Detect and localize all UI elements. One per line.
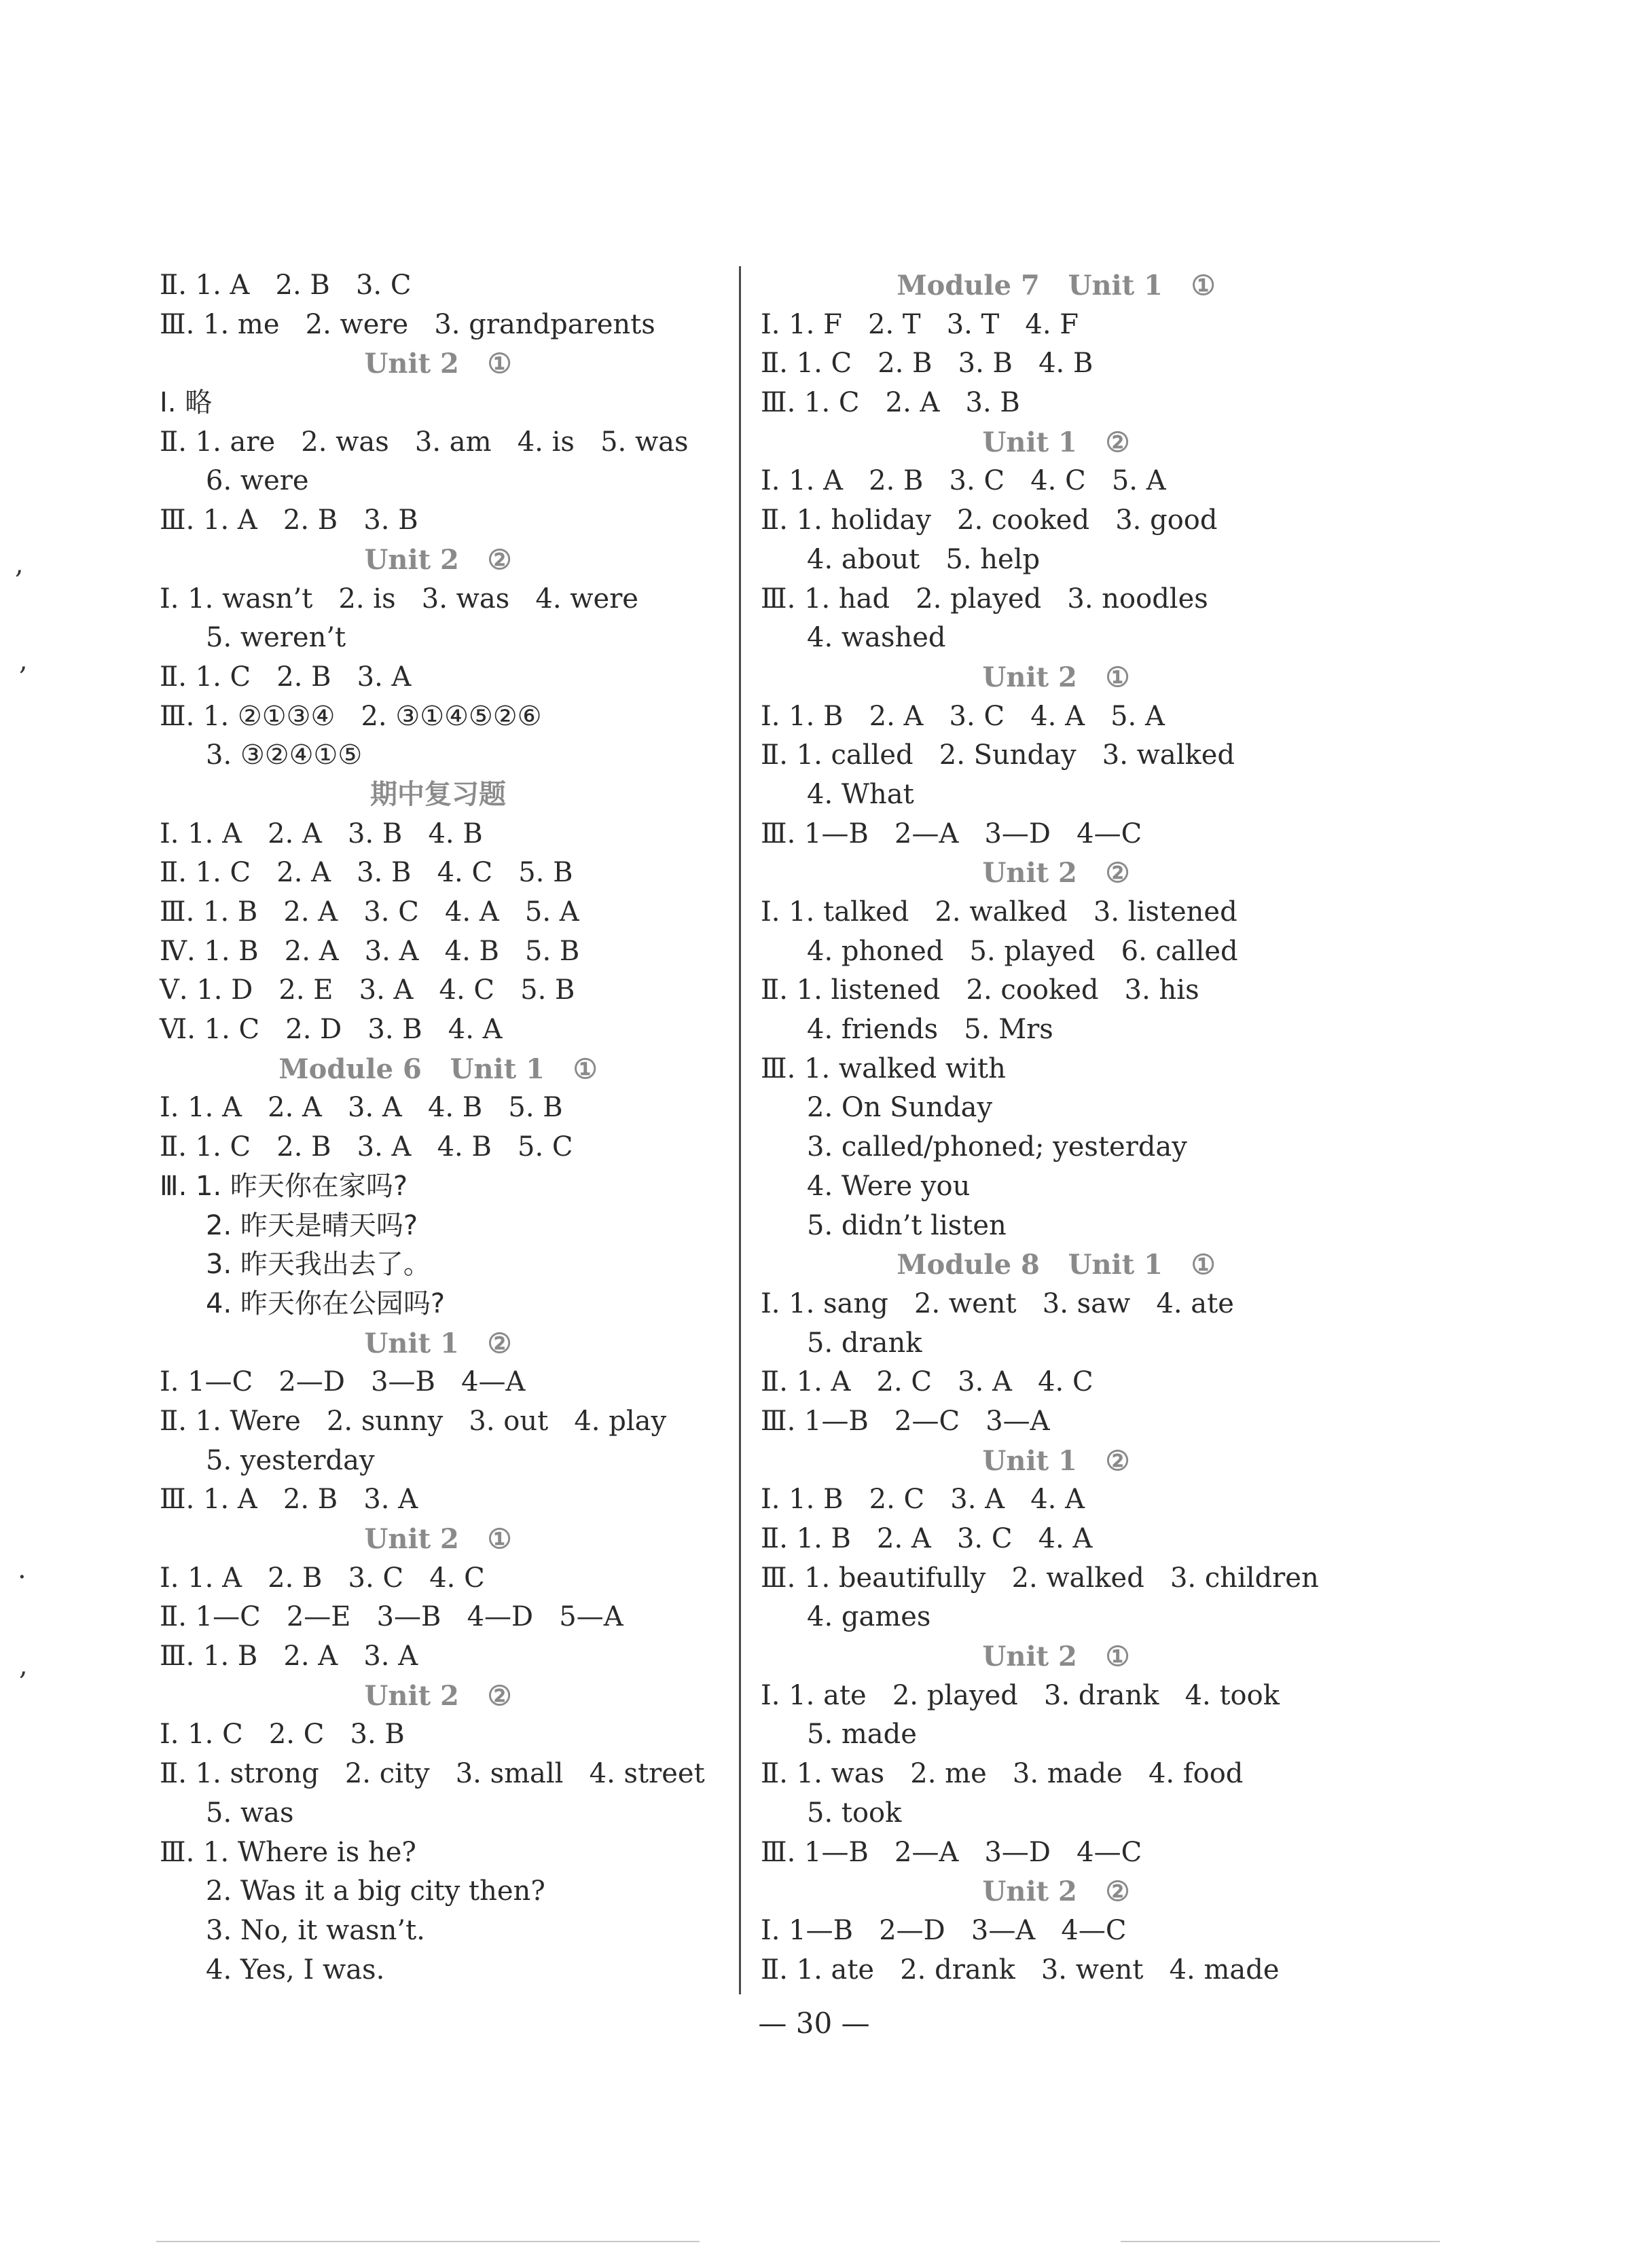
answer-line: Ⅲ. 1. ②①③④ 2. ③①④⑤②⑥ <box>160 700 542 732</box>
answer-line: Ⅱ. 1. C 2. B 3. B 4. B <box>761 348 1093 380</box>
column-divider <box>739 266 741 1994</box>
answer-line: Ⅲ. 1. had 2. played 3. noodles <box>761 583 1208 615</box>
section-heading: Unit 2 ① <box>982 1641 1130 1673</box>
answer-line: Ⅲ. 1—B 2—A 3—D 4—C <box>761 1836 1142 1868</box>
answer-line: 5. took <box>807 1797 902 1829</box>
page-number: — 30 — <box>758 2007 870 2040</box>
answer-line: Ⅱ. 1. holiday 2. cooked 3. good <box>761 505 1218 536</box>
section-heading: Module 8 Unit 1 ① <box>897 1249 1216 1281</box>
answer-line: Ⅲ. 1. beautifully 2. walked 3. children <box>761 1562 1319 1594</box>
answer-line: 4. games <box>807 1601 931 1633</box>
answer-line: Ⅲ. 1. C 2. A 3. B <box>761 387 1020 419</box>
answer-line: Ⅰ. 1. A 2. B 3. C 4. C 5. A <box>761 465 1166 497</box>
scan-edge-line <box>319 2241 700 2242</box>
answer-line: Ⅲ. 1—B 2—C 3—A <box>761 1405 1050 1437</box>
answer-line: Ⅲ. 1. 昨天你在家吗? <box>160 1170 408 1202</box>
answer-line: Ⅰ. 1. F 2. T 3. T 4. F <box>761 308 1079 340</box>
answer-line: Ⅲ. 1. A 2. B 3. A <box>160 1484 418 1516</box>
section-heading: Unit 2 ① <box>982 661 1130 693</box>
answer-line: 2. Was it a big city then? <box>206 1876 545 1907</box>
answer-line: Ⅰ. 1. ate 2. played 3. drank 4. took <box>761 1679 1280 1711</box>
section-heading: Unit 2 ② <box>982 1876 1130 1908</box>
answer-line: Ⅲ. 1. B 2. A 3. C 4. A 5. A <box>160 896 579 928</box>
answer-line: 5. made <box>807 1719 917 1751</box>
answer-line: Ⅱ. 1. C 2. B 3. A <box>160 661 412 693</box>
answer-line: Ⅰ. 1. B 2. C 3. A 4. A <box>761 1484 1085 1516</box>
answer-line: Ⅰ. 1. sang 2. went 3. saw 4. ate <box>761 1287 1234 1319</box>
scan-edge-line <box>1121 2241 1440 2242</box>
answer-line: Ⅱ. 1. called 2. Sunday 3. walked <box>761 739 1235 771</box>
answer-line: Ⅰ. 1. wasn’t 2. is 3. was 4. were <box>160 583 638 615</box>
answer-line: Ⅲ. 1. B 2. A 3. A <box>160 1641 418 1672</box>
answer-line: Ⅰ. 1—C 2—D 3—B 4—A <box>160 1366 526 1398</box>
answer-line: Ⅰ. 1—B 2—D 3—A 4—C <box>761 1914 1127 1946</box>
left-answer-column <box>160 266 717 1990</box>
section-heading: Module 6 Unit 1 ① <box>278 1053 598 1085</box>
answer-line: Ⅰ. 略 <box>160 387 213 419</box>
answer-line: 4. Yes, I was. <box>206 1954 385 1986</box>
answer-line: Ⅱ. 1. ate 2. drank 3. went 4. made <box>761 1954 1280 1986</box>
answer-line: 5. didn’t listen <box>807 1209 1007 1241</box>
scan-edge-line <box>156 2241 319 2242</box>
answer-line: Ⅲ. 1. me 2. were 3. grandparents <box>160 308 655 340</box>
right-answer-column <box>761 266 1352 1990</box>
answer-line: Ⅰ. 1. A 2. A 3. A 4. B 5. B <box>160 1092 563 1124</box>
answer-line: Ⅱ. 1. C 2. A 3. B 4. C 5. B <box>160 857 573 889</box>
section-heading: Unit 2 ② <box>982 857 1130 890</box>
scan-speck: · <box>18 1562 26 1593</box>
answer-line: 4. friends 5. Mrs <box>807 1014 1053 1046</box>
answer-line: Ⅱ. 1. strong 2. city 3. small 4. street <box>160 1758 705 1790</box>
section-heading: Unit 2 ② <box>364 1679 512 1712</box>
section-heading: Unit 2 ① <box>364 348 512 380</box>
section-heading: Unit 2 ① <box>364 1523 512 1555</box>
answer-line: Ⅰ. 1. A 2. A 3. B 4. B <box>160 818 483 849</box>
section-heading: Unit 1 ② <box>982 1444 1130 1477</box>
answer-line: Ⅱ. 1. B 2. A 3. C 4. A <box>761 1523 1093 1554</box>
answer-line: Ⅰ. 1. B 2. A 3. C 4. A 5. A <box>761 700 1165 732</box>
section-heading: Module 7 Unit 1 ① <box>897 270 1216 301</box>
answer-line: 4. Were you <box>807 1170 971 1202</box>
scan-speck: , <box>19 1650 28 1681</box>
answer-line: Ⅰ. 1. C 2. C 3. B <box>160 1719 405 1751</box>
answer-line: 2. 昨天是晴天吗? <box>206 1209 418 1241</box>
answer-line: Ⅱ. 1. was 2. me 3. made 4. food <box>761 1758 1244 1790</box>
answer-line: 5. was <box>206 1797 294 1829</box>
answer-line: Ⅳ. 1. B 2. A 3. A 4. B 5. B <box>160 935 580 967</box>
answer-line: 4. about 5. help <box>807 543 1041 575</box>
answer-line: Ⅱ. 1. C 2. B 3. A 4. B 5. C <box>160 1131 573 1163</box>
answer-line: 4. washed <box>807 622 946 654</box>
answer-line: Ⅲ. 1. Where is he? <box>160 1836 416 1868</box>
answer-line: 6. were <box>206 465 309 497</box>
answer-line: Ⅱ. 1. Were 2. sunny 3. out 4. play <box>160 1405 667 1437</box>
answer-line: Ⅱ. 1. listened 2. cooked 3. his <box>761 974 1199 1006</box>
answer-line: Ⅰ. 1. A 2. B 3. C 4. C <box>160 1562 485 1594</box>
answer-line: Ⅱ. 1. are 2. was 3. am 4. is 5. was <box>160 426 689 458</box>
answer-line: Ⅱ. 1. A 2. B 3. C <box>160 270 412 301</box>
answer-line: 5. drank <box>807 1327 922 1359</box>
answer-line: 3. No, it wasn’t. <box>206 1914 425 1946</box>
answer-line: Ⅴ. 1. D 2. E 3. A 4. C 5. B <box>160 974 575 1006</box>
section-heading: 期中复习题 <box>370 778 506 810</box>
answer-line: 5. yesterday <box>206 1444 375 1476</box>
answer-line: 3. 昨天我出去了。 <box>206 1249 431 1281</box>
answer-line: Ⅲ. 1. A 2. B 3. B <box>160 505 418 536</box>
answer-line: Ⅲ. 1. walked with <box>761 1053 1006 1084</box>
answer-line: Ⅱ. 1. A 2. C 3. A 4. C <box>761 1366 1093 1398</box>
answer-line: Ⅲ. 1—B 2—A 3—D 4—C <box>761 818 1142 849</box>
answer-line: Ⅱ. 1—C 2—E 3—B 4—D 5—A <box>160 1601 623 1633</box>
answer-line: Ⅵ. 1. C 2. D 3. B 4. A <box>160 1014 503 1046</box>
answer-line: 3. called/phoned; yesterday <box>807 1131 1187 1163</box>
section-heading: Unit 1 ② <box>982 426 1130 458</box>
scan-speck: , <box>19 645 28 676</box>
answer-line: 4. phoned 5. played 6. called <box>807 935 1238 967</box>
answer-line: Ⅰ. 1. talked 2. walked 3. listened <box>761 896 1237 928</box>
section-heading: Unit 2 ② <box>364 543 512 576</box>
scan-speck: , <box>15 549 24 580</box>
answer-line: 3. ③②④①⑤ <box>206 739 363 771</box>
answer-line: 4. 昨天你在公园吗? <box>206 1287 446 1319</box>
answer-line: 2. On Sunday <box>807 1092 993 1124</box>
answer-line: 4. What <box>807 778 914 810</box>
section-heading: Unit 1 ② <box>364 1327 512 1359</box>
answer-line: 5. weren’t <box>206 622 346 654</box>
